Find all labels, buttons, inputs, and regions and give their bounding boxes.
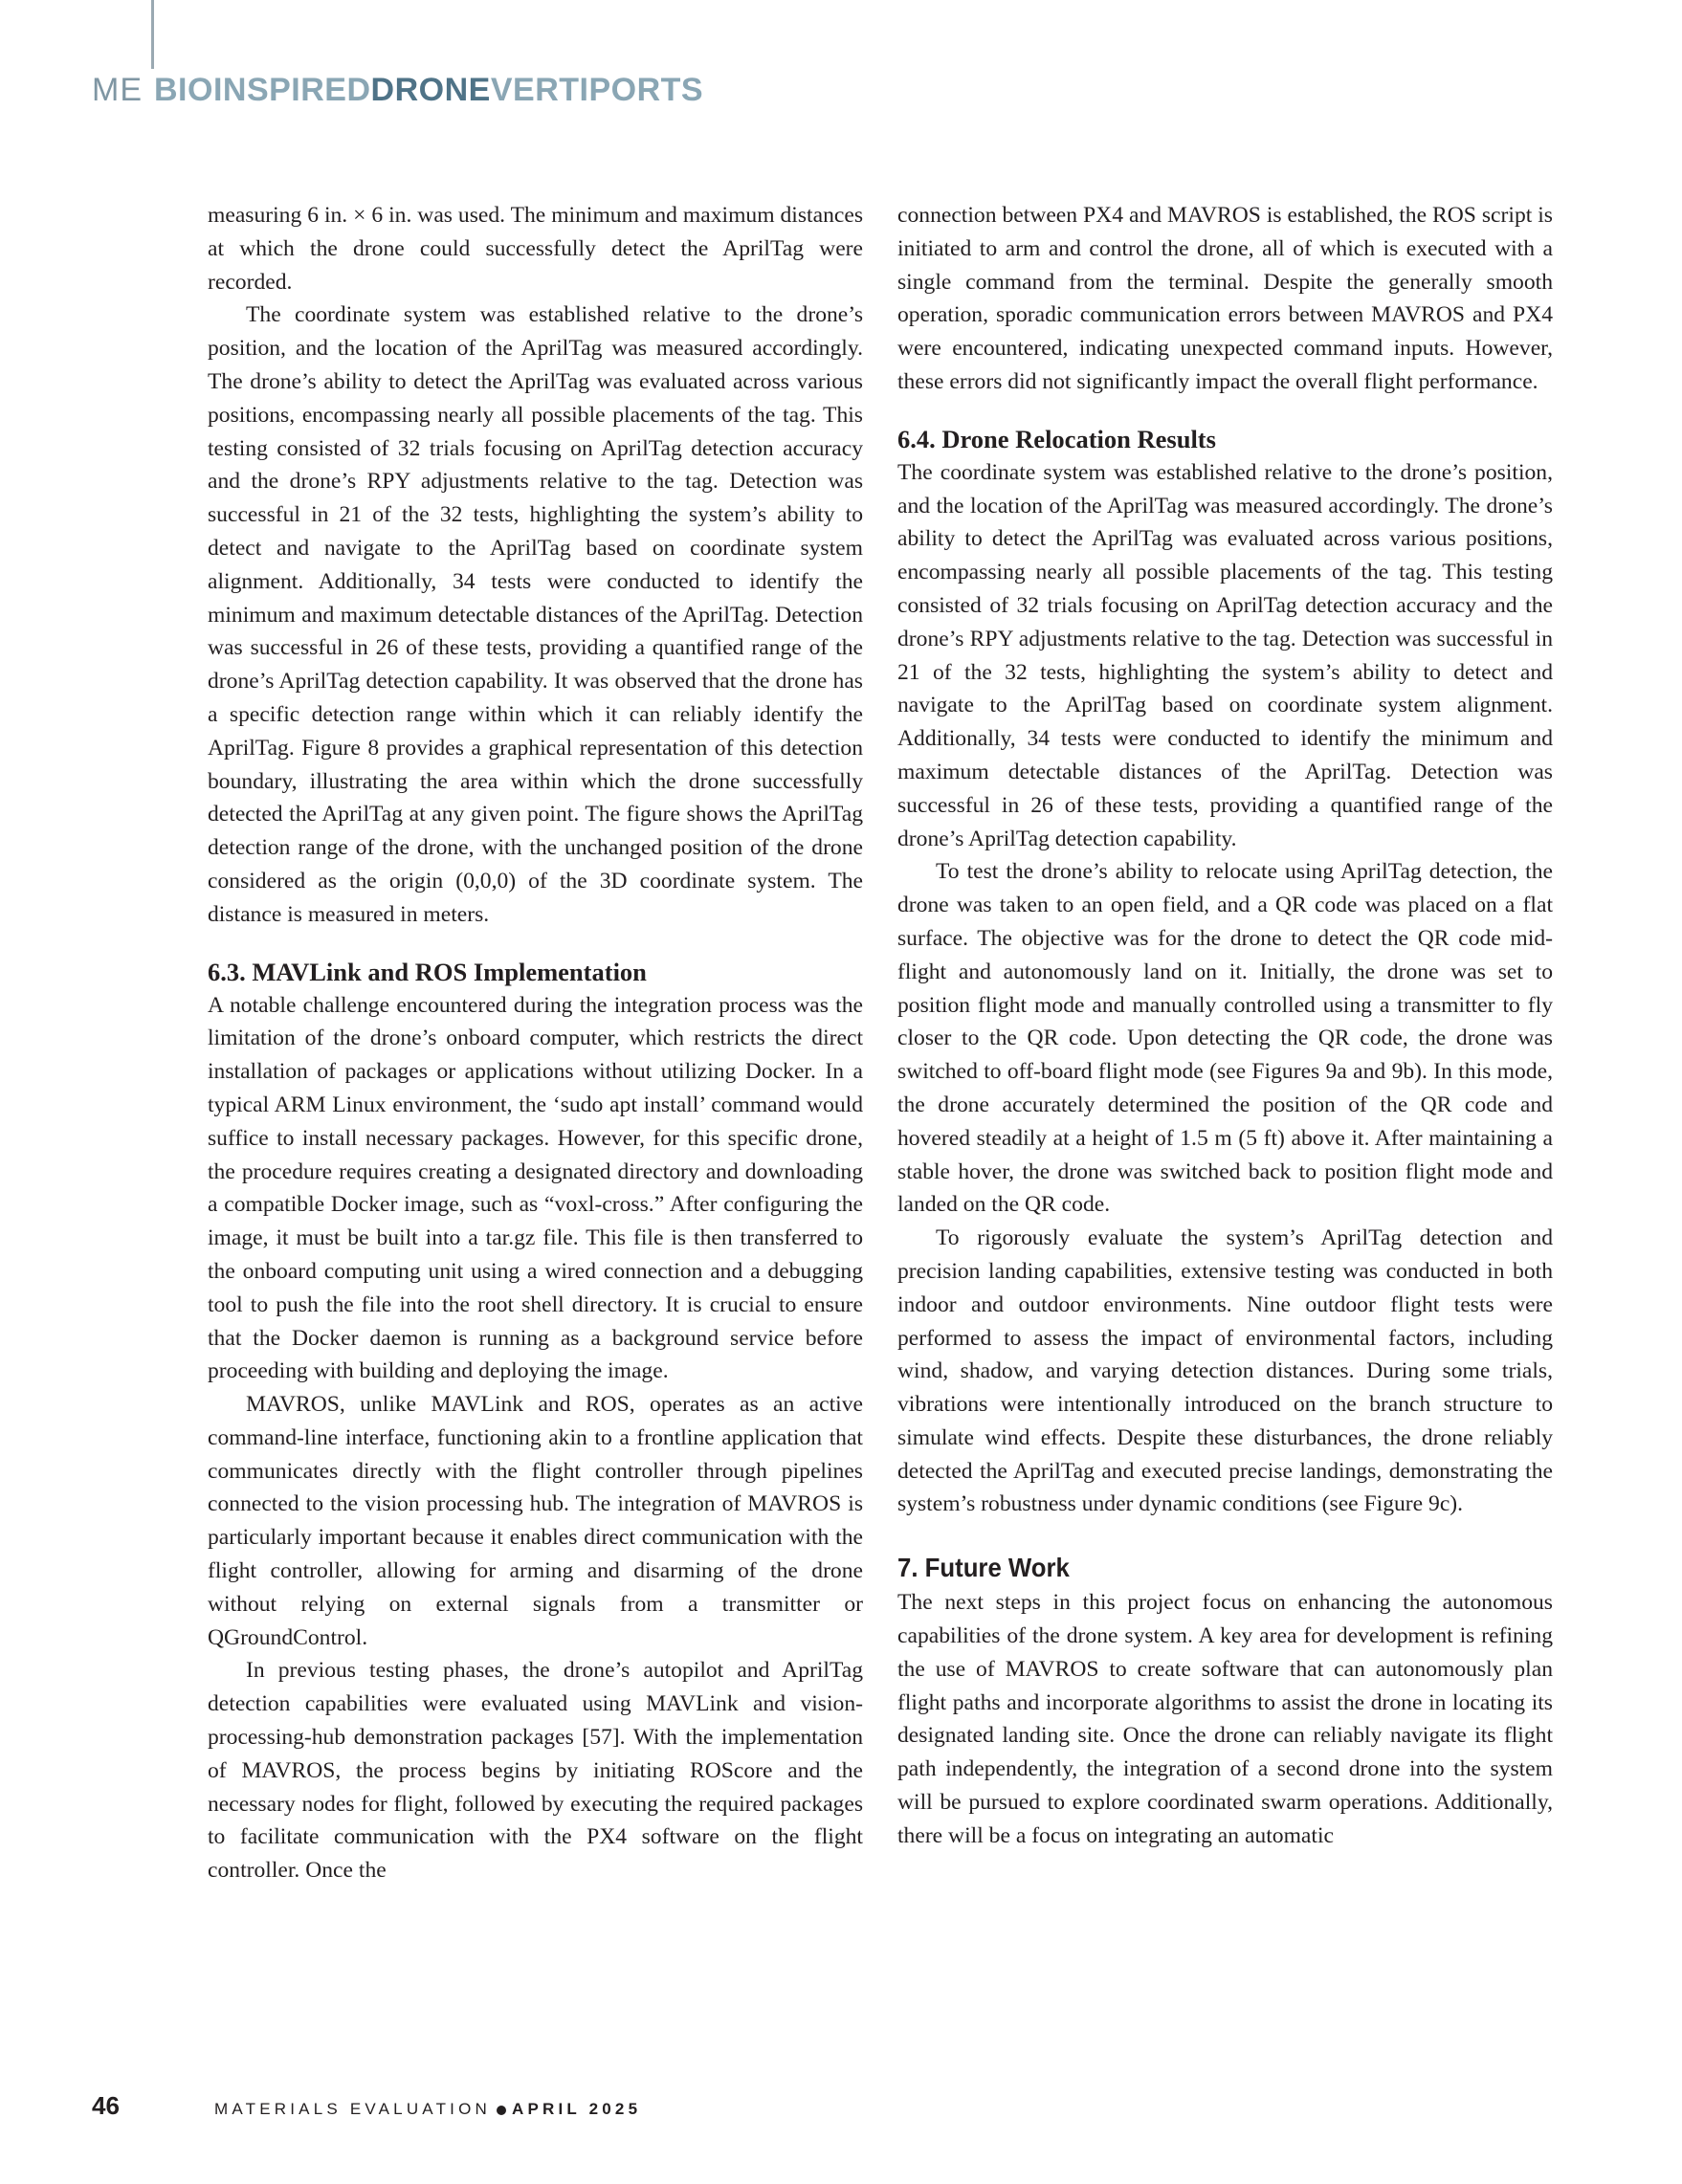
- bullet-dot-icon: [497, 2106, 506, 2115]
- body-paragraph: The coordinate system was established relative to the drone’s position, and the location of the AprilTag was measured accordingly. The drone’s ability to detect the AprilTag was evaluated across various positions, encompassing nearly all possible placements of the tag. This testing consisted of 32 trials focusing on AprilTag detection accuracy and the drone’s RPY adjustments relative to the tag. Detection was successful in 21 of the 32 tests, highlighting the system’s ability to detect and navigate to the AprilTag based on coordinate system alignment. Additionally, 34 tests were conducted to identify the minimum and maximum detectable distances of the AprilTag. Detection was successful in 26 of these tests, providing a quantified range of the drone’s AprilTag detection capability. It was observed that the drone has a specific detection range within which it can reliably identify the AprilTag. Figure 8 provides a graphical representation of this detection boundary, illustrating the area within which the drone successfully detected the AprilTag at any given point. The figure shows the AprilTag detection range of the drone, with the unchanged position of the drone considered as the origin (0,0,0) of the 3D coordinate system. The distance is measured in meters.: [208, 302, 863, 927]
- right-column: [897, 199, 1553, 1853]
- section-heading-7: 7. Future Work: [897, 1553, 1070, 1583]
- body-paragraph: MAVROS, unlike MAVLink and ROS, operates as an active command-line interface, functioning akin to a frontline application that communicates directly with the flight controller through pipelines connected to the vision processing hub. The integration of MAVROS is particularly important because it enables direct communication with the flight controller, allowing for arming and disarming of the drone without relying on external signals from a transmitter or QGroundControl.: [208, 1392, 863, 1650]
- running-title-part1: BIOINSPIRED: [154, 71, 371, 108]
- header-divider: [151, 0, 154, 69]
- body-paragraph: measuring 6 in. × 6 in. was used. The minimum and maximum distances at which the drone could successfully detect the AprilTag were recorded.: [208, 203, 863, 295]
- page-number: 46: [92, 2091, 120, 2120]
- running-title-part3: VERTIPORTS: [490, 71, 704, 108]
- running-header: [92, 69, 703, 111]
- body-paragraph: The next steps in this project focus on enhancing the autonomous capabilities of the drone system. A key area for development is refining the use of MAVROS to create software that can autonomously plan flight paths and incorporate algorithms to assist the drone in locating its designated landing site. Once the drone can reliably navigate its flight path independently, the integration of a second drone into the system will be pursued to explore coordinated swarm operations. Additionally, there will be a focus on integrating an automatic: [897, 1590, 1553, 1848]
- body-paragraph: In previous testing phases, the drone’s autopilot and AprilTag detection capabilities were evaluated using MAVLink and vision-processing-hub demonstration packages [57]. With the implementation of MAVROS, the process begins by initiating ROScore and the necessary nodes for flight, followed by executing the required packages to facilitate communication with the PX4 software on the flight controller. Once the: [208, 1658, 863, 1884]
- issue-date: APRIL 2025: [512, 2100, 642, 2118]
- page-footer: [92, 2091, 641, 2121]
- journal-line: [214, 2100, 641, 2119]
- body-paragraph: To test the drone’s ability to relocate using AprilTag detection, the drone was taken to an open field, and a QR code was placed on a flat surface. The objective was for the drone to detect the QR code mid-flight and autonomously land on it. Initially, the drone was set to position flight mode and manually controlled using a transmitter to fly closer to the QR code. Upon detecting the QR code, the drone was switched to off-board flight mode (see Figures 9a and 9b). In this mode, the drone accurately determined the position of the QR code and hovered steadily at a height of 1.5 m (5 ft) above it. After maintaining a stable hover, the drone was switched back to position flight mode and landed on the QR code.: [897, 859, 1553, 1218]
- running-title: [154, 72, 703, 109]
- journal-name: MATERIALS EVALUATION: [214, 2100, 491, 2118]
- left-column: [208, 199, 863, 1887]
- body-paragraph: The coordinate system was established relative to the drone’s position, and the location of the AprilTag was measured accordingly. The drone’s ability to detect the AprilTag was evaluated across various positions, encompassing nearly all possible placements of the tag. This testing consisted of 32 trials focusing on AprilTag detection accuracy and the drone’s RPY adjustments relative to the tag. Detection was successful in 21 of the 32 tests, highlighting the system’s ability to detect and navigate to the AprilTag based on coordinate system alignment. Additionally, 34 tests were conducted to identify the minimum and maximum detectable distances of the AprilTag. Detection was successful in 26 of these tests, providing a quantified range of the drone’s AprilTag detection capability.: [897, 459, 1553, 851]
- section-label: ME: [92, 71, 143, 108]
- body-paragraph: connection between PX4 and MAVROS is established, the ROS script is initiated to arm and control the drone, all of which is executed with a single command from the terminal. Despite the generally smooth operation, sporadic communication errors between MAVROS and PX4 were encountered, indicating unexpected command inputs. However, these errors did not significantly impact the overall flight performance.: [897, 203, 1553, 394]
- body-paragraph: A notable challenge encountered during the integration process was the limitation of the drone’s onboard computer, which restricts the direct installation of packages or applications without utilizing Docker. In a typical ARM Linux environment, the ‘sudo apt install’ command would suffice to install necessary packages. However, for this specific drone, the procedure requires creating a designated directory and downloading a compatible Docker image, such as “voxl-cross.” After configuring the image, it must be built into a tar.gz file. This file is then transferred to the onboard computing unit using a wired connection and a debugging tool to push the file into the root shell directory. It is crucial to ensure that the Docker daemon is running as a background service before proceeding with building and deploying the image.: [208, 992, 863, 1384]
- body-paragraph: To rigorously evaluate the system’s AprilTag detection and precision landing capabilities, extensive testing was conducted in both indoor and outdoor environments. Nine outdoor flight tests were performed to assess the impact of environmental factors, including wind, shadow, and varying detection distances. During some trials, vibrations were intentionally introduced on the branch structure to simulate wind effects. Despite these disturbances, the drone reliably detected the AprilTag and executed precise landings, demonstrating the system’s robustness under dynamic conditions (see Figure 9c).: [897, 1225, 1553, 1517]
- section-heading-6-3: 6.3. MAVLink and ROS Implementation: [208, 957, 647, 986]
- running-title-part2: DRONE: [370, 71, 491, 108]
- section-heading-6-4: 6.4. Drone Relocation Results: [897, 424, 1216, 453]
